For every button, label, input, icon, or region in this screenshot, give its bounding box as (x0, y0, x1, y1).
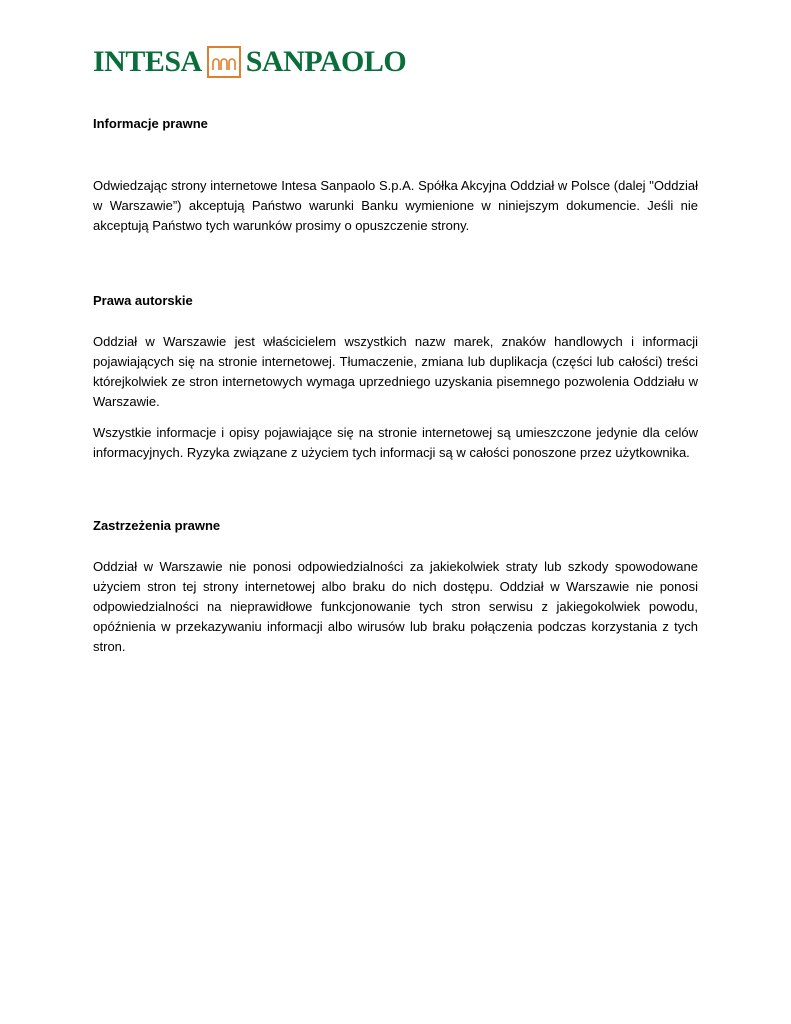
logo-word-intesa: INTESA (93, 45, 202, 78)
intesa-sanpaolo-logo (93, 44, 407, 80)
section-paragraph: Oddział w Warszawie jest właścicielem wszystkich nazw marek, znaków handlowych i informacji pojawiających się na stronie internetowej. Tłumaczenie, zmiana lub duplikacja (części lub całości) treści którejkolwiek ze stron internetowych wymaga uprzedniego uzyskania pisemnego pozwolenia Oddziału w Warszawie. (93, 334, 698, 409)
document-content (93, 114, 698, 657)
section-paragraph: Oddział w Warszawie nie ponosi odpowiedzialności za jakiekolwiek straty lub szkody spowodowane użyciem stron tej strony internetowej albo braku do nich dostępu. Oddział w Warszawie nie ponosi odpowiedzialności na nieprawidłowe funkcjonowanie tych stron serwisu z jakiegokolwiek powodu, opóźnienia w przekazywaniu informacji albo wirusów lub braku połączenia podczas korzystania z tych stron. (93, 559, 698, 654)
section-paragraph: Odwiedzając strony internetowe Intesa Sanpaolo S.p.A. Spółka Akcyjna Oddział w Polsce (dalej "Oddział w Warszawie”) akceptują Państwo warunki Banku wymienione w niniejszym dokumencie. Jeśli nie akceptują Państwo tych warunków prosimy o opuszczenie strony. (93, 178, 698, 233)
logo-arches-icon (207, 46, 241, 78)
logo-word-sanpaolo: SANPAOLO (245, 45, 407, 78)
section-heading-legal-info: Informacje prawne (93, 116, 208, 131)
section-paragraph: Wszystkie informacje i opisy pojawiające się na stronie internetowej są umieszczone jedynie dla celów informacyjnych. Ryzyka związane z użyciem tych informacji są w całości ponoszone przez użytkownika. (93, 425, 698, 460)
section-heading-disclaimer: Zastrzeżenia prawne (93, 518, 221, 533)
section-heading-copyright: Prawa autorskie (93, 293, 193, 308)
